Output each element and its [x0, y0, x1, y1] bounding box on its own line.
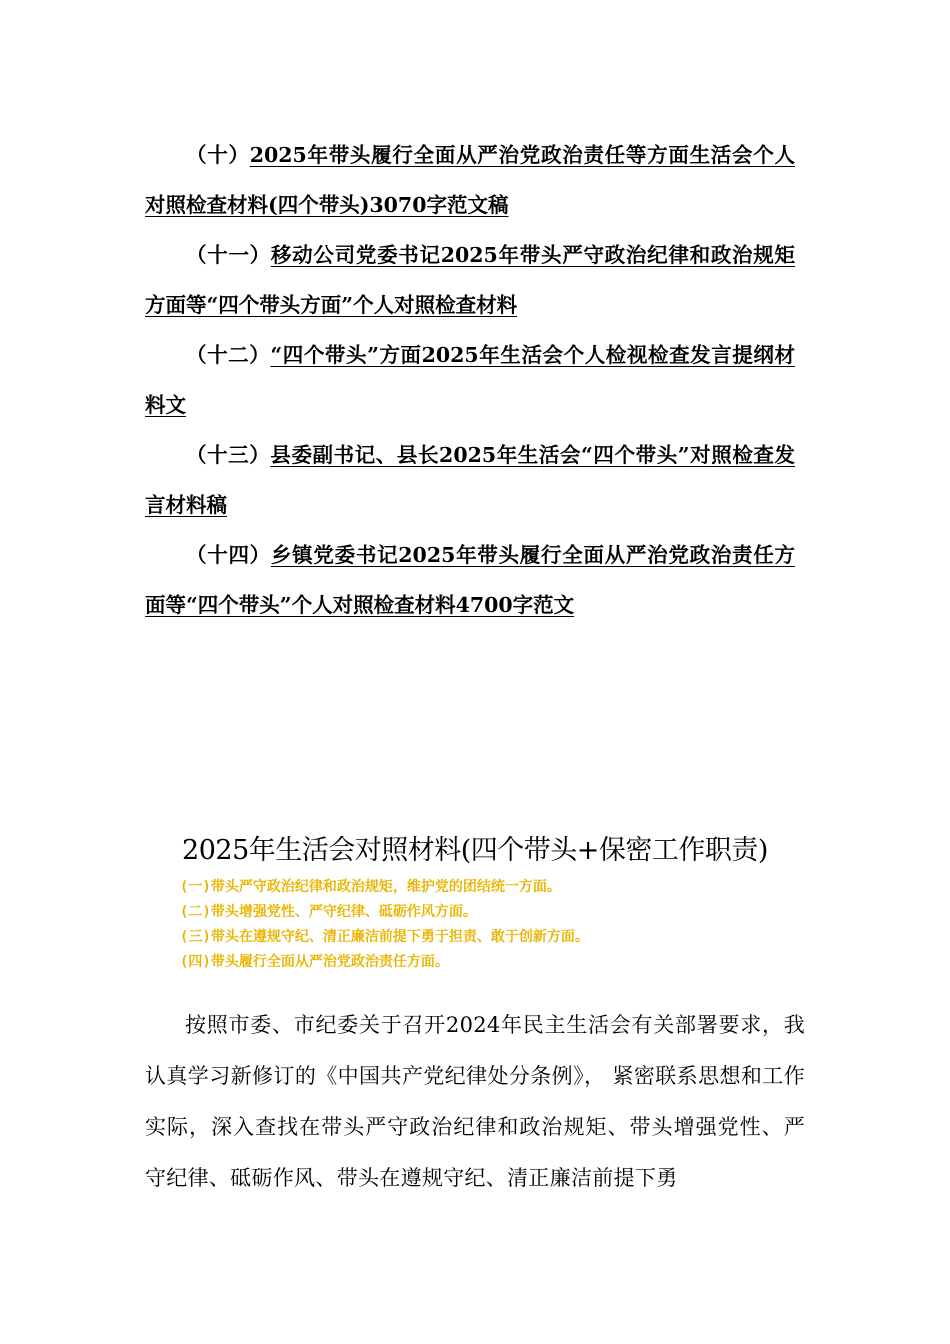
toc-item-13[interactable] — [145, 430, 795, 530]
toc-item-11[interactable] — [145, 230, 795, 330]
toc-item-link[interactable]: 县委副书记、县长2025年生活会“四个带头”对照检查发言材料稿 — [145, 443, 796, 517]
document-title: 2025年生活会对照材料(四个带头+保密工作职责) — [182, 835, 768, 866]
summary-line: (三)带头在遵规守纪、清正廉洁前提下勇于担责、敢于创新方面。 — [180, 929, 589, 945]
summary-line: (一)带头严守政治纪律和政治规矩，维护党的团结统一方面。 — [180, 879, 561, 895]
toc-item-10[interactable] — [145, 130, 795, 230]
toc-item-link[interactable]: 移动公司党委书记2025年带头严守政治纪律和政治规矩方面等“四个带头方面”个人对照检查材料 — [145, 243, 796, 317]
toc-item-link[interactable]: 2025年带头履行全面从严治党政治责任等方面生活会个人对照检查材料(四个带头)3070字范文稿 — [145, 143, 795, 217]
toc-item-number: （十） — [186, 143, 250, 167]
toc-item-number: （十四） — [186, 543, 271, 567]
table-of-contents — [145, 130, 795, 630]
toc-item-12[interactable] — [145, 330, 795, 430]
summary-line: (二)带头增强党性、严守纪律、砥砺作风方面。 — [180, 904, 477, 920]
summary-list — [180, 875, 820, 975]
body-paragraph: 按照市委、市纪委关于召开2024年民主生活会有关部署要求，我认真学习新修订的《中国共产党纪律处分条例》， 紧密联系思想和工作实际，深入查找在带头严守政治纪律和政治规矩、带头增强党性、严守纪律、砥砺作风、带头在遵规守纪、清正廉洁前提下勇 — [145, 1013, 805, 1190]
summary-line: (四)带头履行全面从严治党政治责任方面。 — [180, 954, 449, 970]
toc-item-link[interactable]: 乡镇党委书记2025年带头履行全面从严治党政治责任方面等“四个带头”个人对照检查材料4700字范文 — [145, 543, 796, 617]
toc-item-14[interactable] — [145, 530, 795, 630]
toc-item-number: （十二） — [186, 343, 271, 367]
toc-item-number: （十三） — [186, 443, 271, 467]
toc-item-link[interactable]: “四个带头”方面2025年生活会个人检视检查发言提纲材料文 — [145, 343, 796, 417]
toc-item-number: （十一） — [186, 243, 271, 267]
